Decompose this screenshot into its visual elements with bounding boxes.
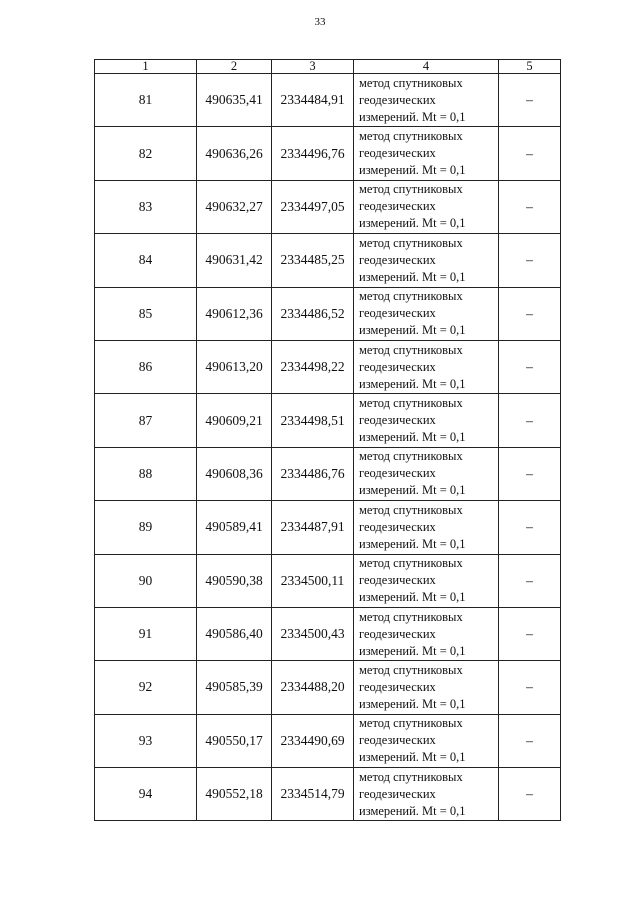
method-line: метод спутниковых [359, 449, 463, 464]
method-line: измерений. Mt = 0,1 [359, 216, 466, 231]
header-cell-col-5: 5 [499, 60, 561, 74]
table-header-row [95, 60, 561, 74]
point-number-cell: 91 [95, 607, 197, 660]
y-coordinate-cell: 2334497,05 [272, 180, 354, 233]
point-number-cell: 81 [95, 74, 197, 127]
note-cell: – [499, 554, 561, 607]
table-row [95, 74, 561, 127]
x-coordinate-cell: 490635,41 [197, 74, 272, 127]
method-line: метод спутниковых [359, 235, 463, 250]
point-number-cell: 92 [95, 661, 197, 714]
method-line: измерений. Mt = 0,1 [359, 323, 466, 338]
y-coordinate-cell: 2334514,79 [272, 768, 354, 821]
header-cell-col-1: 1 [95, 60, 197, 74]
y-coordinate-cell: 2334484,91 [272, 74, 354, 127]
y-coordinate-cell: 2334496,76 [272, 127, 354, 180]
method-line: геодезических [359, 359, 436, 374]
method-line: измерений. Mt = 0,1 [359, 803, 466, 818]
method-cell [354, 394, 499, 447]
x-coordinate-cell: 490550,17 [197, 714, 272, 767]
x-coordinate-cell: 490586,40 [197, 607, 272, 660]
table-row [95, 607, 561, 660]
method-cell [354, 127, 499, 180]
note-cell: – [499, 127, 561, 180]
point-number-cell: 90 [95, 554, 197, 607]
page-number: 33 [314, 16, 326, 28]
x-coordinate-cell: 490590,38 [197, 554, 272, 607]
table-row [95, 234, 561, 287]
table-row [95, 287, 561, 340]
note-cell: – [499, 340, 561, 393]
method-cell [354, 180, 499, 233]
method-line: измерений. Mt = 0,1 [359, 430, 466, 445]
method-line: метод спутниковых [359, 342, 463, 357]
table-row [95, 768, 561, 821]
note-cell: – [499, 661, 561, 714]
method-line: метод спутниковых [359, 769, 463, 784]
method-line: измерений. Mt = 0,1 [359, 483, 466, 498]
table-row [95, 661, 561, 714]
y-coordinate-cell: 2334488,20 [272, 661, 354, 714]
method-line: геодезических [359, 146, 436, 161]
y-coordinate-cell: 2334487,91 [272, 501, 354, 554]
method-line: геодезических [359, 519, 436, 534]
x-coordinate-cell: 490636,26 [197, 127, 272, 180]
method-line: геодезических [359, 626, 436, 641]
method-line: геодезических [359, 679, 436, 694]
y-coordinate-cell: 2334498,22 [272, 340, 354, 393]
point-number-cell: 88 [95, 447, 197, 500]
note-cell: – [499, 287, 561, 340]
table-row [95, 447, 561, 500]
point-number-cell: 94 [95, 768, 197, 821]
table-row [95, 127, 561, 180]
y-coordinate-cell: 2334498,51 [272, 394, 354, 447]
method-line: измерений. Mt = 0,1 [359, 696, 466, 711]
point-number-cell: 86 [95, 340, 197, 393]
x-coordinate-cell: 490612,36 [197, 287, 272, 340]
method-line: измерений. Mt = 0,1 [359, 750, 466, 765]
x-coordinate-cell: 490589,41 [197, 501, 272, 554]
method-cell [354, 661, 499, 714]
table-row [95, 714, 561, 767]
note-cell: – [499, 394, 561, 447]
table-row [95, 180, 561, 233]
header-cell-col-3: 3 [272, 60, 354, 74]
point-number-cell: 83 [95, 180, 197, 233]
x-coordinate-cell: 490585,39 [197, 661, 272, 714]
method-line: геодезических [359, 786, 436, 801]
table-body [95, 60, 561, 821]
method-line: измерений. Mt = 0,1 [359, 590, 466, 605]
y-coordinate-cell: 2334500,43 [272, 607, 354, 660]
method-line: метод спутниковых [359, 129, 463, 144]
point-number-cell: 82 [95, 127, 197, 180]
method-cell [354, 74, 499, 127]
method-line: геодезических [359, 252, 436, 267]
coordinates-table [94, 59, 561, 821]
method-line: измерений. Mt = 0,1 [359, 109, 466, 124]
method-line: измерений. Mt = 0,1 [359, 376, 466, 391]
method-line: геодезических [359, 466, 436, 481]
point-number-cell: 89 [95, 501, 197, 554]
method-cell [354, 554, 499, 607]
method-line: метод спутниковых [359, 556, 463, 571]
x-coordinate-cell: 490609,21 [197, 394, 272, 447]
point-number-cell: 93 [95, 714, 197, 767]
point-number-cell: 84 [95, 234, 197, 287]
method-cell [354, 234, 499, 287]
note-cell: – [499, 180, 561, 233]
method-line: измерений. Mt = 0,1 [359, 163, 466, 178]
table-row [95, 394, 561, 447]
method-line: метод спутниковых [359, 502, 463, 517]
method-line: геодезических [359, 199, 436, 214]
method-line: измерений. Mt = 0,1 [359, 536, 466, 551]
point-number-cell: 87 [95, 394, 197, 447]
method-cell [354, 768, 499, 821]
method-line: метод спутниковых [359, 609, 463, 624]
note-cell: – [499, 234, 561, 287]
method-line: геодезических [359, 573, 436, 588]
method-line: измерений. Mt = 0,1 [359, 643, 466, 658]
method-line: метод спутниковых [359, 396, 463, 411]
y-coordinate-cell: 2334485,25 [272, 234, 354, 287]
note-cell: – [499, 447, 561, 500]
y-coordinate-cell: 2334486,76 [272, 447, 354, 500]
table-row [95, 340, 561, 393]
y-coordinate-cell: 2334486,52 [272, 287, 354, 340]
method-line: метод спутниковых [359, 716, 463, 731]
method-line: геодезических [359, 306, 436, 321]
y-coordinate-cell: 2334500,11 [272, 554, 354, 607]
x-coordinate-cell: 490631,42 [197, 234, 272, 287]
method-line: метод спутниковых [359, 289, 463, 304]
method-line: геодезических [359, 733, 436, 748]
note-cell: – [499, 607, 561, 660]
x-coordinate-cell: 490613,20 [197, 340, 272, 393]
table-row [95, 554, 561, 607]
method-line: геодезических [359, 413, 436, 428]
point-number-cell: 85 [95, 287, 197, 340]
x-coordinate-cell: 490632,27 [197, 180, 272, 233]
x-coordinate-cell: 490608,36 [197, 447, 272, 500]
table-row [95, 501, 561, 554]
note-cell: – [499, 74, 561, 127]
method-cell [354, 287, 499, 340]
method-cell [354, 501, 499, 554]
y-coordinate-cell: 2334490,69 [272, 714, 354, 767]
note-cell: – [499, 768, 561, 821]
header-cell-col-2: 2 [197, 60, 272, 74]
header-cell-col-4: 4 [354, 60, 499, 74]
method-line: метод спутниковых [359, 75, 463, 90]
note-cell: – [499, 501, 561, 554]
x-coordinate-cell: 490552,18 [197, 768, 272, 821]
method-line: метод спутниковых [359, 182, 463, 197]
method-cell [354, 447, 499, 500]
method-line: геодезических [359, 92, 436, 107]
method-cell [354, 340, 499, 393]
method-cell [354, 714, 499, 767]
method-line: метод спутниковых [359, 662, 463, 677]
method-cell [354, 607, 499, 660]
method-line: измерений. Mt = 0,1 [359, 269, 466, 284]
note-cell: – [499, 714, 561, 767]
